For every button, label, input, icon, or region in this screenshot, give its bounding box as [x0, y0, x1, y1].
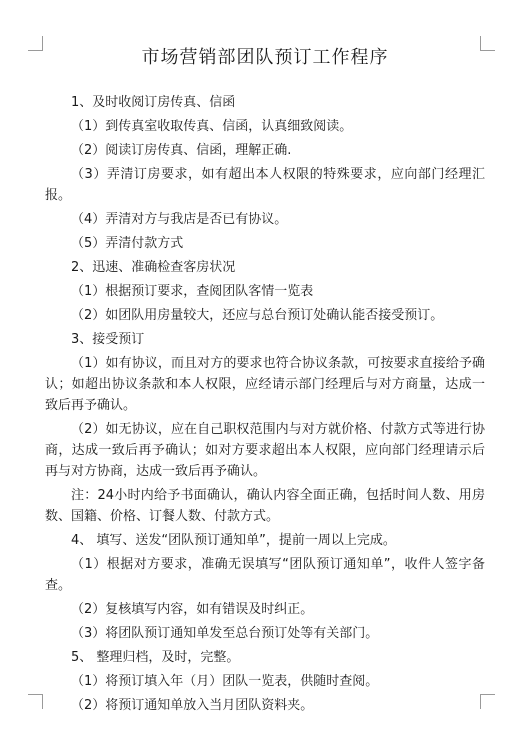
list-item: （2）如无协议，应在自己职权范围内与对方就价格、付款方式等进行协商，达成一致后再予确认；如对方要求超出本人权限，应向部门经理请示后再与对方协商，达成一致后再予确认。	[45, 422, 485, 479]
section-heading: 4、 填写、送发“团队预订通知单”，提前一周以上完成。	[71, 533, 396, 548]
list-item: （4）弄清对方与我店是否已有协议。	[71, 212, 288, 227]
note: 注：24小时内给予书面确认，确认内容全面正确，包括时间人数、用房数、国籍、价格、订餐人数、付款方式。	[45, 488, 485, 524]
list-item: （1）如有协议，而且对方的要求也符合协议条款，可按要求直接给予确认；如超出协议条款和本人权限，应经请示部门经理后与对方商量，达成一致后再予确认。	[45, 356, 485, 413]
list-item: （2）复核填写内容，如有错误及时纠正。	[71, 602, 314, 617]
list-item: （5）弄清付款方式	[71, 236, 184, 251]
section-heading: 5、 整理归档，及时，完整。	[71, 650, 240, 665]
section-heading: 1、及时收阅订房传真、信函	[71, 95, 236, 110]
document-page	[45, 46, 485, 719]
list-item: （1）根据对方要求，准确无误填写“团队预订通知单”，收件人签字备查。	[45, 557, 485, 593]
list-item: （2）如团队用房量较大，还应与总台预订处确认能否接受预订。	[71, 308, 444, 323]
section-heading: 2、迅速、准确检查客房状况	[71, 260, 236, 275]
list-item: （3）将团队预订通知单发至总台预订处等有关部门。	[71, 626, 379, 641]
document-body	[45, 92, 485, 716]
list-item: （1）将预订填入年（月）团队一览表，供随时查阅。	[71, 674, 379, 689]
list-item: （3）弄清订房要求，如有超出本人权限的特殊要求，应向部门经理汇报。	[45, 167, 485, 203]
list-item: （1）到传真室收取传真、信函，认真细致阅读。	[71, 119, 353, 134]
document-title: 市场营销部团队预订工作程序	[141, 47, 389, 68]
corner-mark-bottom-left	[28, 694, 43, 709]
list-item: （2）阅读订房传真、信函，理解正确.	[71, 143, 292, 158]
corner-mark-top-left	[28, 36, 43, 51]
list-item: （1）根据预订要求，查阅团队客情一览表	[71, 284, 314, 299]
list-item: （2）将预订通知单放入当月团队资料夹。	[71, 698, 314, 713]
section-heading: 3、接受预订	[71, 332, 145, 347]
